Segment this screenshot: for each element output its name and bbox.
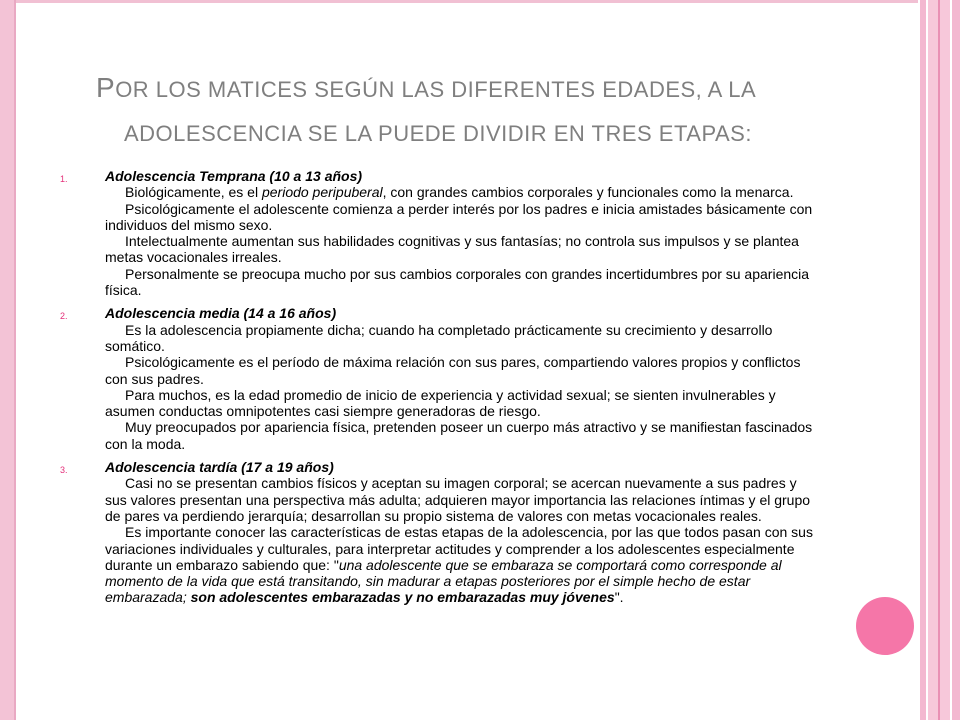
paragraph: Para muchos, es la edad promedio de inicio de experiencia y actividad sexual; se sienten invulnerables y asumen conductas omnipotentes casi siempre generadoras de riesgo. (105, 386, 776, 420)
paragraph (105, 184, 820, 200)
list-number: 3. (60, 465, 68, 476)
title-line-1-text: OR LOS MATICES SEGÚN LAS DIFERENTES EDADES, A LA (115, 77, 757, 102)
paragraph: Personalmente se preocupa mucho por sus cambios corporales con grandes incertidumbres por su apariencia física. (105, 265, 810, 299)
title-line-1 (96, 66, 886, 112)
paragraph-text: ". (614, 589, 624, 606)
stage-heading: Adolescencia tardía (17 a 19 años) (105, 459, 334, 476)
paragraph-text: Biológicamente, es el (125, 184, 262, 201)
list-number: 2. (60, 311, 68, 322)
paragraph (105, 524, 820, 605)
right-stripes-decoration (918, 0, 960, 720)
paragraph: Psicológicamente el adolescente comienza a perder interés por los padres e inicia amistades básicamente con individuos del mismo sexo. (105, 200, 813, 233)
paragraph: Intelectualmente aumentan sus habilidades cognitivas y sus fantasías; no controla sus impulsos y se plantea metas vocacionales irreales. (105, 233, 799, 266)
stage-heading: Adolescencia media (14 a 16 años) (105, 305, 337, 322)
left-border-decoration (0, 0, 14, 720)
slide-title (96, 66, 886, 156)
pink-circle-decoration (856, 597, 914, 655)
list-item-late (60, 459, 820, 606)
italic-quote: una adolescente que se embaraza se comportará como corresponde al momento de la vida que está transitando, sin madurar a etapas posteriores por el simple hecho de estar embarazada; (105, 556, 782, 606)
top-border-decoration (16, 0, 918, 3)
paragraph: Psicológicamente es el período de máxima relación con sus pares, compartiendo valores propios y conflictos con sus padres. (105, 354, 801, 387)
title-initial-cap: P (96, 72, 116, 103)
list-item-middle (60, 305, 820, 452)
italic-term: periodo peripuberal (261, 184, 383, 201)
paragraph: Muy preocupados por apariencia física, pretenden poseer un cuerpo más atractivo y se manifiestan fascinados con la moda. (105, 419, 813, 452)
list-item-early (60, 168, 820, 298)
list-number: 1. (60, 174, 68, 184)
paragraph-text: Es importante conocer las características de estas etapas de la adolescencia, por las que todos pasan con sus variaciones individuales y culturales, para interpretar actitudes y comprender a los adolescentes especialmente durante un embarazo sabiendo que: " (105, 524, 813, 573)
paragraph-text: , con grandes cambios corporales y funcionales como la menarca. (382, 184, 794, 201)
title-line-2: ADOLESCENCIA SE LA PUEDE DIVIDIR EN TRES ETAPAS: (124, 121, 752, 146)
stages-list (60, 168, 820, 613)
paragraph: Casi no se presentan cambios físicos y aceptan su imagen corporal; se acercan nuevamente a sus padres y sus valores presentan una perspectiva más adulta; adquieren mayor importancia las relaciones íntimas y el grupo de pares va perdiendo jerarquía; desarrollan su propio sistema de valores con metas vocacionales reales. (105, 475, 811, 524)
left-border-line (14, 0, 16, 720)
stage-heading: Adolescencia Temprana (10 a 13 años) (105, 168, 363, 184)
paragraph: Es la adolescencia propiamente dicha; cuando ha completado prácticamente su crecimiento y desarrollo somático. (105, 321, 773, 354)
bold-quote: son adolescentes embarazadas y no embarazadas muy jóvenes (186, 589, 615, 606)
